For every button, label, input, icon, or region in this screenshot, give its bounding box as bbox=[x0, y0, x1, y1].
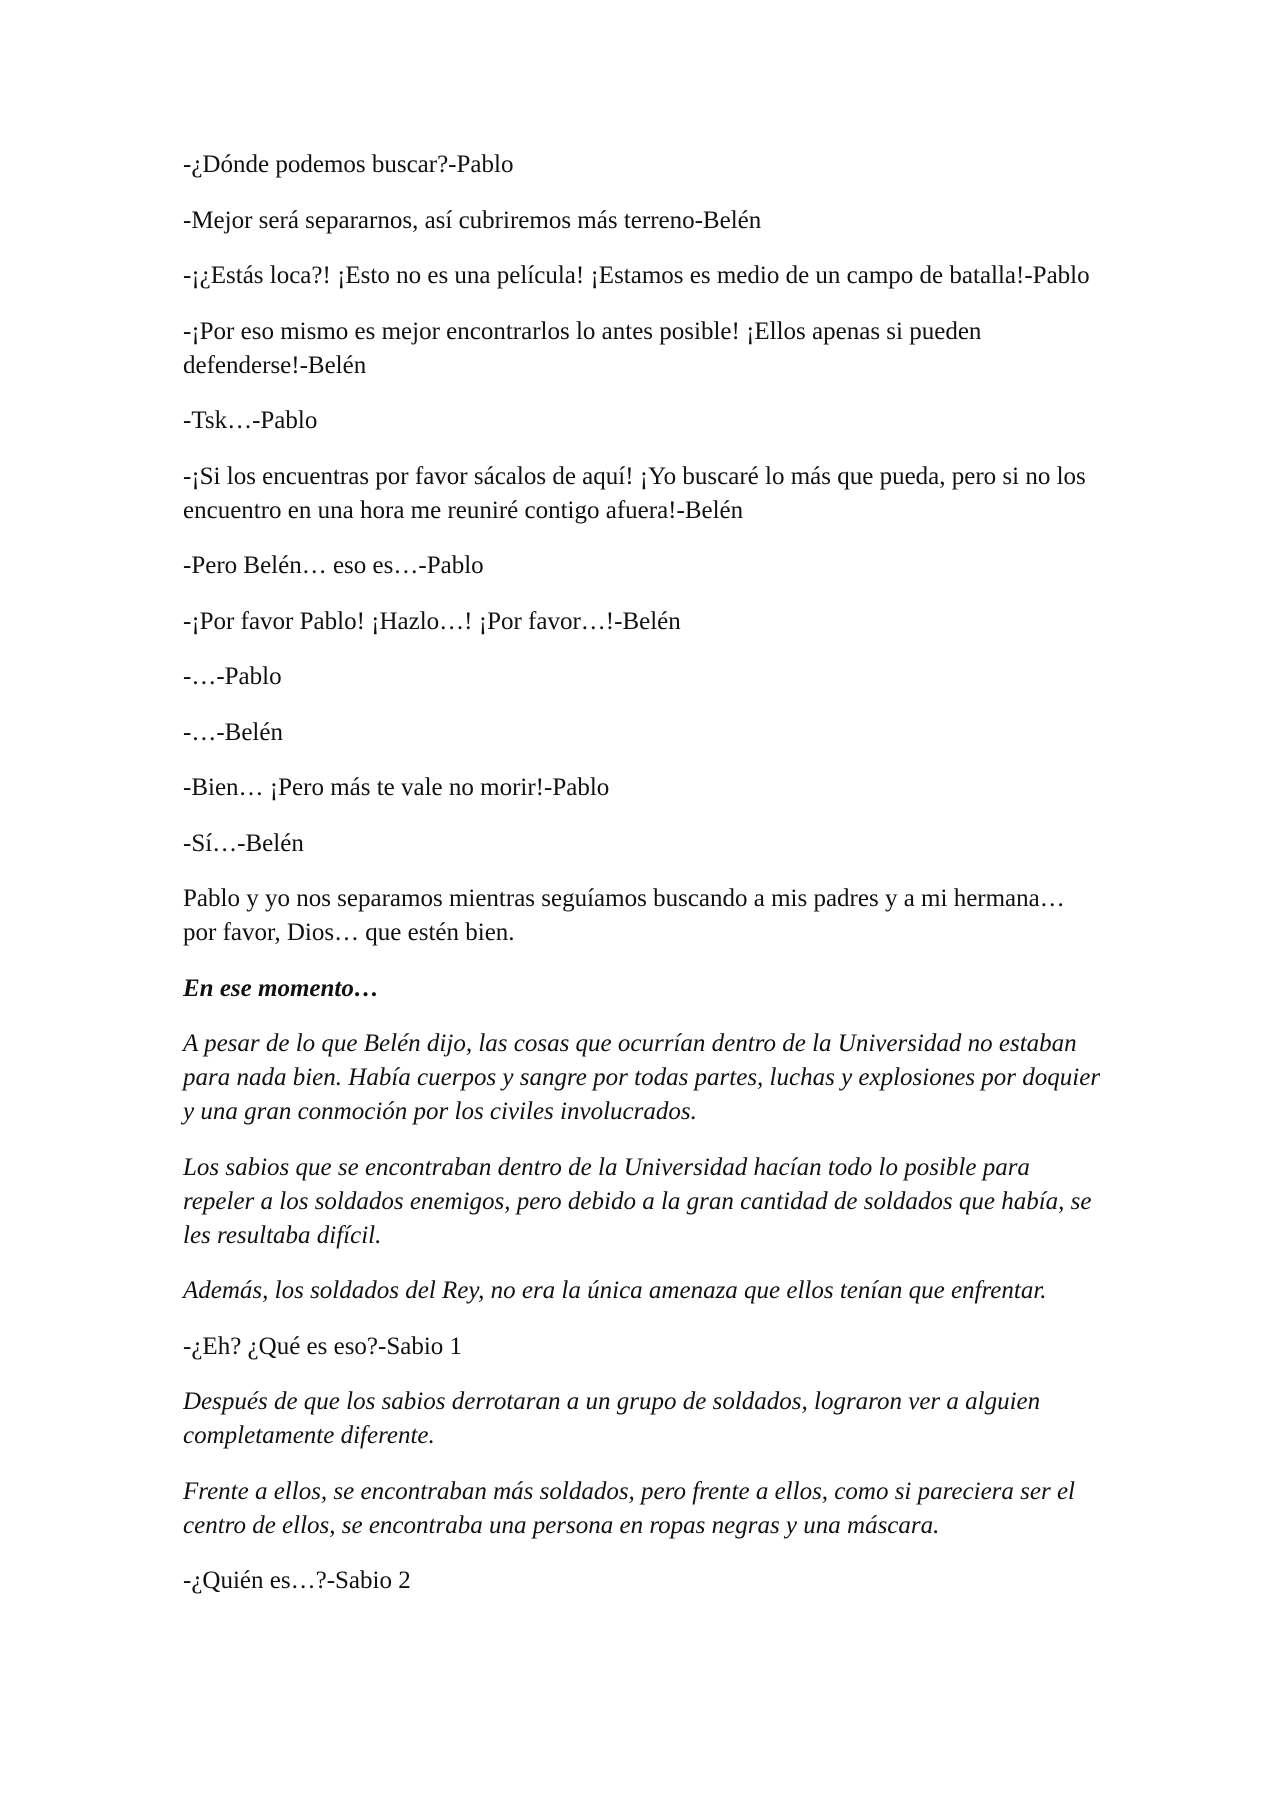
narration-paragraph: Además, los soldados del Rey, no era la única amenaza que ellos tenían que enfrentar. bbox=[183, 1277, 1047, 1304]
dialogue-line: -Tsk…-Pablo bbox=[183, 407, 318, 434]
dialogue-line: -¡¿Estás loca?! ¡Esto no es una película! ¡Estamos es medio de un campo de batalla!-Pablo bbox=[183, 262, 1090, 289]
narration-paragraph: Frente a ellos, se encontraban más soldados, pero frente a ellos, como si pareciera ser el centro de ellos, se encontraba una persona en ropas negras y una máscara. bbox=[183, 1477, 1075, 1539]
dialogue-line: -¡Por favor Pablo! ¡Hazlo…! ¡Por favor…!-Belén bbox=[183, 607, 681, 635]
dialogue-line: -¿Quién es…?-Sabio 2 bbox=[183, 1567, 411, 1594]
dialogue-line: -¡Por eso mismo es mejor encontrarlos lo antes posible! ¡Ellos apenas si pueden defenderse!-Belén bbox=[183, 317, 982, 379]
narration-paragraph: Después de que los sabios derrotaran a un grupo de soldados, lograron ver a alguien completamente diferente. bbox=[183, 1388, 1041, 1449]
narration-paragraph: A pesar de lo que Belén dijo, las cosas que ocurrían dentro de la Universidad no estaban para nada bien. Había cuerpos y sangre por todas partes, luchas y explosiones por doquier y una gran conmoción por los civiles involucrados. bbox=[183, 1030, 1101, 1125]
dialogue-line: -¿Eh? ¿Qué es eso?-Sabio 1 bbox=[183, 1332, 463, 1360]
scene-heading: En ese momento… bbox=[183, 974, 379, 1002]
dialogue-line: -Sí…-Belén bbox=[183, 829, 304, 857]
document-body bbox=[183, 148, 1103, 1620]
dialogue-line: -Pero Belén… eso es…-Pablo bbox=[183, 552, 484, 579]
dialogue-line: -…-Pablo bbox=[183, 663, 282, 690]
dialogue-line: -Bien… ¡Pero más te vale no morir!-Pablo bbox=[183, 774, 610, 801]
dialogue-line: -…-Belén bbox=[183, 718, 283, 746]
dialogue-line: -¿Dónde podemos buscar?-Pablo bbox=[183, 151, 514, 178]
narration-paragraph: Pablo y yo nos separamos mientras seguíamos buscando a mis padres y a mi hermana… por favor, Dios… que estén bien. bbox=[183, 885, 1065, 946]
dialogue-line: -Mejor será separarnos, así cubriremos más terreno-Belén bbox=[183, 206, 762, 234]
narration-paragraph: Los sabios que se encontraban dentro de la Universidad hacían todo lo posible para repeler a los soldados enemigos, pero debido a la gran cantidad de soldados que había, se les resultaba difícil. bbox=[183, 1153, 1092, 1249]
dialogue-line: -¡Si los encuentras por favor sácalos de aquí! ¡Yo buscaré lo más que pueda, pero si no los encuentro en una hora me reuniré contigo afuera!-Belén bbox=[183, 462, 1086, 524]
